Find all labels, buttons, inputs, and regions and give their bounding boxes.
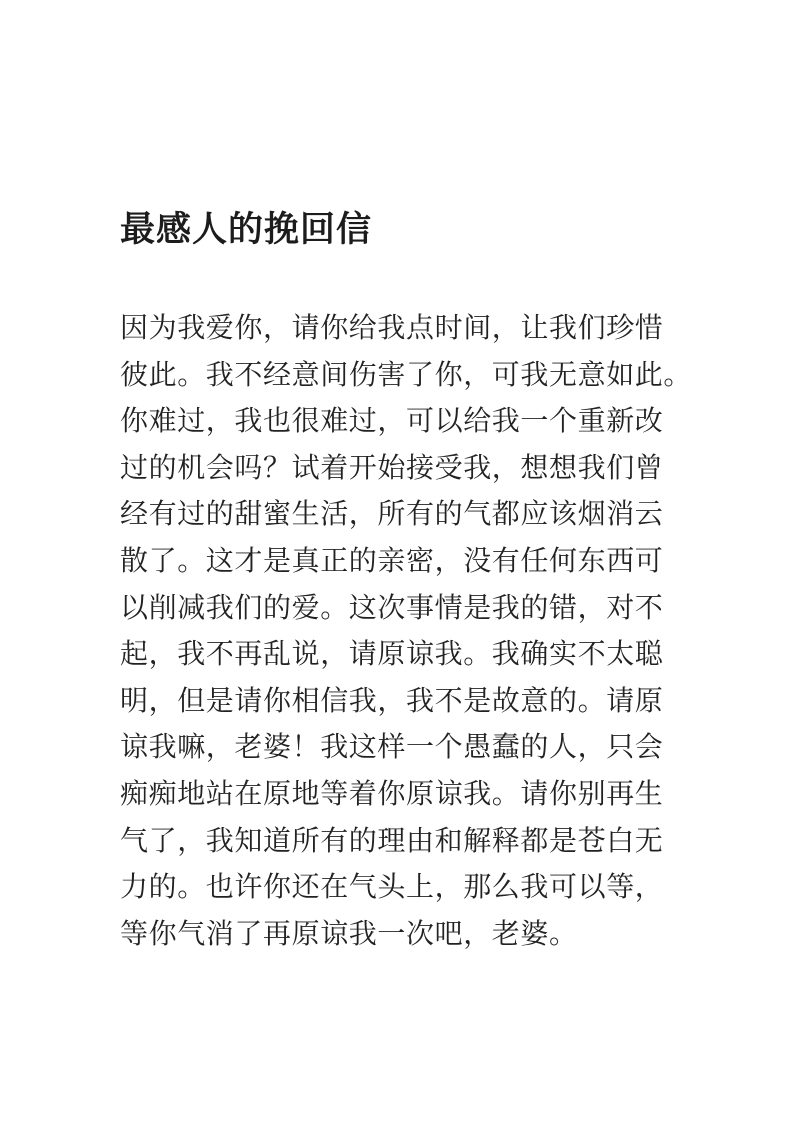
body-line: 气了，我知道所有的理由和解释都是苍白无	[120, 823, 664, 857]
body-line: 谅我嘛，老婆！我这样一个愚蠢的人，只会	[120, 730, 664, 764]
body-line: 明，但是请你相信我，我不是故意的。请原	[120, 683, 664, 717]
body-line: 经有过的甜蜜生活，所有的气都应该烟消云	[120, 497, 664, 531]
body-line: 起，我不再乱说，请原谅我。我确实不太聪	[120, 637, 664, 671]
body-line: 以削减我们的爱。这次事情是我的错，对不	[120, 590, 664, 624]
letter-body	[120, 305, 700, 957]
body-line: 痴痴地站在原地等着你原谅我。请你别再生	[120, 776, 664, 810]
body-line: 力的。也许你还在气头上，那么我可以等，	[120, 870, 664, 904]
body-line: 散了。这才是真正的亲密，没有任何东西可	[120, 543, 664, 577]
body-line: 因为我爱你，请你给我点时间，让我们珍惜	[120, 311, 664, 344]
body-line: 你难过，我也很难过，可以给我一个重新改	[120, 404, 664, 438]
body-line: 彼此。我不经意间伤害了你，可我无意如此。	[120, 357, 693, 391]
page-title: 最感人的挽回信	[120, 210, 373, 250]
body-line: 过的机会吗？试着开始接受我，想想我们曾	[120, 450, 664, 484]
body-line: 等你气消了再原谅我一次吧，老婆。	[120, 916, 578, 950]
